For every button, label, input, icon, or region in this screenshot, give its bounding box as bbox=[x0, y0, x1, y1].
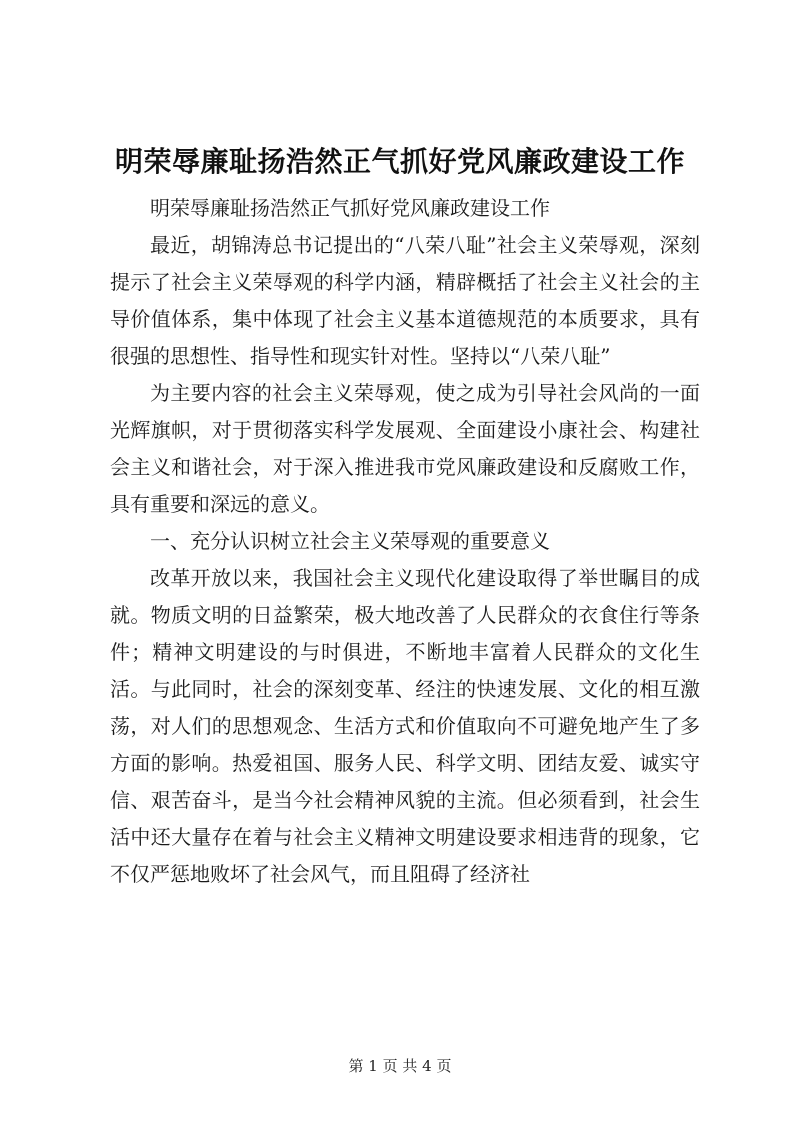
paragraph-subtitle: 明荣辱廉耻扬浩然正气抓好党风廉政建设工作 bbox=[150, 196, 550, 220]
document-body bbox=[110, 190, 700, 893]
paragraph: 最近，胡锦涛总书记提出的“八荣八耻”社会主义荣辱观，深刻提示了社会主义荣辱观的科学内涵，精辟概括了社会主义社会的主导价值体系，集中体现了社会主义基本道德规范的本质要求，具有很强的思想性、指导性和现实针对性。坚持以“八荣八耻” bbox=[110, 233, 700, 368]
page-footer: 第 1 页 共 4 页 bbox=[348, 1057, 452, 1075]
document-title: 明荣辱廉耻扬浩然正气抓好党风廉政建设工作 bbox=[114, 145, 685, 178]
paragraph: 改革开放以来，我国社会主义现代化建设取得了举世瞩目的成就。物质文明的日益繁荣，极大地改善了人民群众的衣食住行等条件；精神文明建设的与时俱进，不断地丰富着人民群众的文化生活。与此同时，社会的深刻变革、经注的快速发展、文化的相互激荡，对人们的思想观念、生活方式和价值取向不可避免地产生了多方面的影响。热爱祖国、服务人民、科学文明、团结友爱、诚实守信、艰苦奋斗，是当今社会精神风貌的主流。但必须看到，社会生活中还大量存在着与社会主义精神文明建设要求相违背的现象，它不仅严惩地败坏了社会风气，而且阻碍了经济社 bbox=[110, 566, 700, 886]
paragraph: 为主要内容的社会主义荣辱观，使之成为引导社会风尚的一面光辉旗帜，对于贯彻落实科学发展观、全面建设小康社会、构建社会主义和谐社会，对于深入推进我市党风廉政建设和反腐败工作，具有重要和深远的意义。 bbox=[110, 381, 700, 516]
section-heading: 一、充分认识树立社会主义荣辱观的重要意义 bbox=[150, 529, 550, 553]
